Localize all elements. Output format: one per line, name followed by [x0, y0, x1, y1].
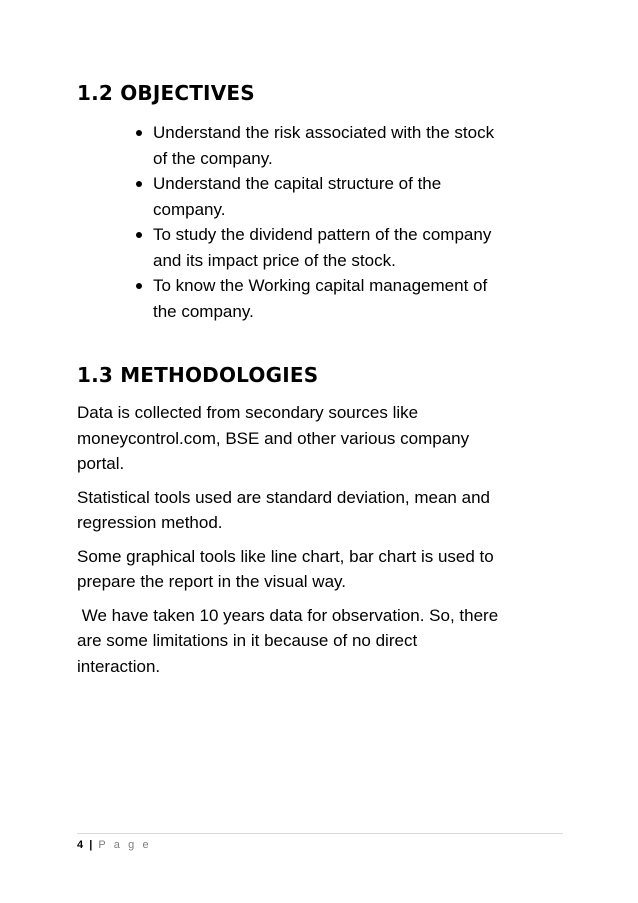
paragraph-line: moneycontrol.com, BSE and other various company: [77, 428, 470, 448]
list-item: [153, 171, 573, 222]
list-item-line: company.: [153, 199, 226, 219]
list-item: [153, 273, 573, 324]
list-item-line: of the company.: [153, 148, 273, 168]
bullet-icon: [136, 283, 142, 289]
paragraph-line: We have taken 10 years data for observation. So, there: [77, 605, 499, 625]
paragraph: [77, 603, 567, 680]
footer-separator: |: [89, 839, 93, 851]
paragraph: [77, 485, 567, 536]
paragraph: [77, 544, 567, 595]
list-item: [153, 222, 573, 273]
list-item-line: Understand the risk associated with the stock: [153, 123, 495, 142]
paragraph-line: regression method.: [77, 513, 223, 532]
page-footer: [77, 838, 151, 852]
paragraph-line: interaction.: [77, 656, 161, 676]
list-item-line: To study the dividend pattern of the company: [153, 225, 492, 244]
list-item: [153, 120, 573, 171]
paragraph: [77, 400, 567, 477]
paragraph-line: portal.: [77, 454, 125, 473]
methodologies-heading: 1.3 METHODOLOGIES: [77, 363, 319, 387]
list-item-line: the company.: [153, 301, 254, 321]
objectives-list: [153, 120, 573, 324]
paragraph-line: prepare the report in the visual way.: [77, 572, 346, 591]
paragraph-line: are some limitations in it because of no direct: [77, 631, 418, 650]
list-item-line: To know the Working capital management of: [153, 276, 488, 295]
list-item-line: Understand the capital structure of the: [153, 174, 442, 193]
paragraph-line: Statistical tools used are standard deviation, mean and: [77, 487, 490, 507]
bullet-icon: [136, 181, 142, 187]
footer-divider: [77, 833, 563, 834]
paragraph-line: Data is collected from secondary sources like: [77, 403, 419, 422]
paragraph-line: Some graphical tools like line chart, bar chart is used to: [77, 546, 494, 566]
methodologies-body: [77, 400, 567, 687]
page-label: P a g e: [98, 839, 152, 851]
bullet-icon: [136, 232, 142, 238]
page-number: 4: [77, 839, 84, 851]
bullet-icon: [136, 130, 142, 136]
list-item-line: and its impact price of the stock.: [153, 250, 396, 270]
objectives-heading: 1.2 OBJECTIVES: [77, 81, 255, 105]
